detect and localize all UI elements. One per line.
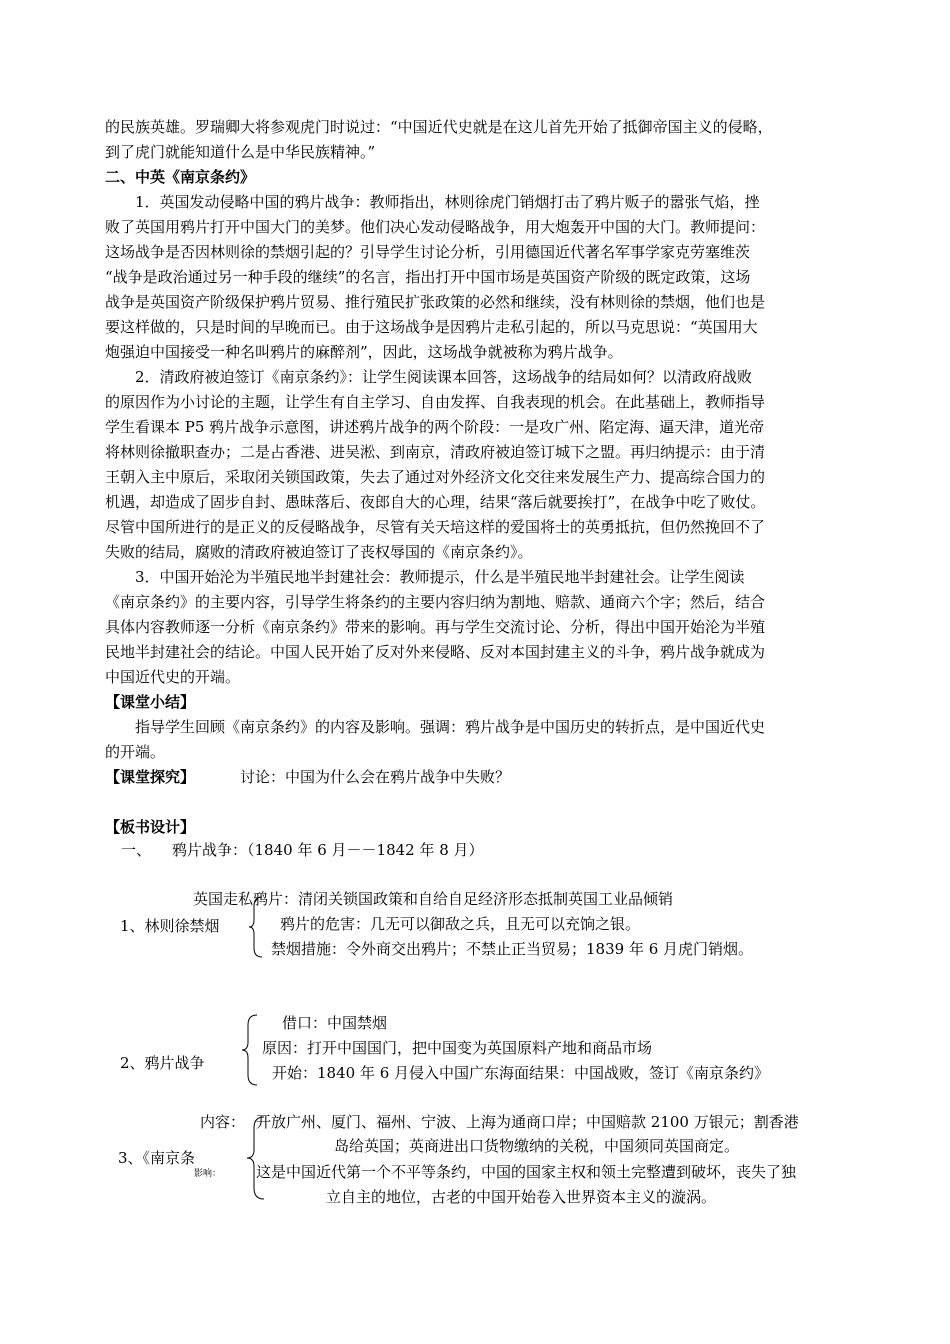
section-heading: 二、中英《南京条约》 <box>105 168 256 186</box>
board-part1-item: 鸦片的危害：几无可以御敌之兵，且无可以充饷之银。 <box>280 915 641 933</box>
board-part3-content-label: 内容： <box>200 1113 246 1131</box>
summary-line: 的开端。 <box>105 743 166 761</box>
board-part3-label: 3、《南京条 <box>118 1149 196 1167</box>
paragraph-1-line: 战争是英国资产阶级保护鸦片贸易、推行殖民扩张政策的必然和继续，没有林则徐的禁烟，他们也是 <box>105 293 766 311</box>
intro-line-2: 到了虎门就能知道什么是中华民族精神。” <box>105 143 376 161</box>
intro-line-1: 的民族英雄。罗瑞卿大将参观虎门时说过：“中国近代史就是在这儿首先开始了抵御帝国主义的侵略， <box>105 118 773 136</box>
explore-heading: 【课堂探究】 <box>105 768 196 786</box>
paragraph-1-line: 1．英国发动侵略中国的鸦片战争：教师指出，林则徐虎门销烟打击了鸦片贩子的嚣张气焰，挫 <box>135 193 760 211</box>
paragraph-1-line: 要这样做的，只是时间的早晚而已。由于这场战争是因鸦片走私引起的，所以马克思说：“英国用大 <box>105 318 758 336</box>
board-title: 鸦片战争：（1840 年 6 月－－1842 年 8 月） <box>172 841 484 859</box>
paragraph-2-line: 2．清政府被迫签订《南京条约》：让学生阅读课本回答，这场战争的结局如何？以清政府战败 <box>135 368 753 386</box>
board-part1-item: 英国走私鸦片：清闭关锁国政策和自给自足经济形态抵制英国工业品倾销 <box>193 890 674 908</box>
paragraph-2-line: 失败的结局，腐败的清政府被迫签订了丧权辱国的《南京条约》。 <box>105 543 533 561</box>
board-part2-label: 2、鸦片战争 <box>120 1054 205 1072</box>
board-part2-item: 借口：中国禁烟 <box>282 1014 388 1032</box>
board-part1-label: 1、林则徐禁烟 <box>120 917 220 935</box>
paragraph-1-line: 败了英国用鸦片打开中国大门的美梦。他们决心发动侵略战争，用大炮轰开中国的大门。教师提问： <box>105 218 766 236</box>
paragraph-2-line: 王朝入主中原后，采取闭关锁国政策，失去了通过对外经济文化交往来发展生产力、提高综合国力的 <box>105 468 766 486</box>
paragraph-3-line: 中国近代史的开端。 <box>105 668 241 686</box>
board-part3-content-line: 岛给英国；英商进出口货物缴纳的关税，中国须同英国商定。 <box>334 1137 740 1155</box>
board-part3-impact-label: 影响： <box>194 1169 222 1179</box>
paragraph-3-line: 3．中国开始沦为半殖民地半封建社会：教师提示，什么是半殖民地半封建社会。让学生阅读 <box>135 568 745 586</box>
paragraph-2-line: 将林则徐撤职查办；二是占香港、进吴淞、到南京，清政府被迫签订城下之盟。再归纳提示：由于清 <box>105 443 766 461</box>
summary-heading: 【课堂小结】 <box>105 693 196 711</box>
paragraph-3-line: 民地半封建社会的结论。中国人民开始了反对外来侵略、反对本国封建主义的斗争，鸦片战争就成为 <box>105 643 766 661</box>
explore-question: 讨论：中国为什么会在鸦片战争中失败？ <box>240 768 511 786</box>
summary-line: 指导学生回顾《南京条约》的内容及影响。强调：鸦片战争是中国历史的转折点，是中国近代史 <box>135 718 766 736</box>
board-part2-item: 原因：打开中国国门，把中国变为英国原料产地和商品市场 <box>262 1039 653 1057</box>
brace-icon <box>241 1014 259 1086</box>
board-title-number: 一、 <box>121 841 152 859</box>
paragraph-1-line: 这场战争是否因林则徐的禁烟引起的？引导学生讨论分析，引用德国近代著名军事学家克劳塞维茨 <box>105 243 751 261</box>
paragraph-2-line: 的原因作为小讨论的主题，让学生有自主学习、自由发挥、自我表现的机会。在此基础上，教师指导 <box>105 393 766 411</box>
board-part3-impact-line: 这是中国近代第一个不平等条约，中国的国家主权和领土完整遭到破坏，丧失了独 <box>256 1163 797 1181</box>
board-part2-item: 开始：1840 年 6 月侵入中国广东海面结果：中国战败，签订《南京条约》 <box>272 1064 770 1082</box>
board-part3-content-line: 开放广州、厦门、福州、宁波、上海为通商口岸；中国赔款 2100 万银元；割香港 <box>256 1113 799 1131</box>
paragraph-1-line: 炮强迫中国接受一种名叫鸦片的麻醉剂”，因此，这场战争就被称为鸦片战争。 <box>105 343 623 361</box>
board-part1-item: 禁烟措施：令外商交出鸦片；不禁止正当贸易；1839 年 6 月虎门销烟。 <box>271 940 754 958</box>
paragraph-1-line: “战争是政治通过另一种手段的继续”的名言，指出打开中国市场是英国资产阶级的既定政策，这场 <box>105 268 751 286</box>
board-part3-impact-line: 立自主的地位，古老的中国开始卷入世界资本主义的漩涡。 <box>326 1188 717 1206</box>
paragraph-2-line: 尽管中国所进行的是正义的反侵略战争，尽管有关天培这样的爱国将士的英勇抵抗，但仍然挽回不了 <box>105 518 766 536</box>
paragraph-2-line: 学生看课本 P5 鸦片战争示意图，讲述鸦片战争的两个阶段：一是攻广州、陷定海、逼天津，道光帝 <box>105 418 765 436</box>
paragraph-2-line: 机遇，却造成了固步自封、愚昧落后、夜郎自大的心理，结果“落后就要挨打”，在战争中吃了败仗。 <box>105 493 766 511</box>
board-heading: 【板书设计】 <box>105 818 196 836</box>
paragraph-3-line: 《南京条约》的主要内容，引导学生将条约的主要内容归纳为割地、赔款、通商六个字；然后，结合 <box>105 593 766 611</box>
paragraph-3-line: 具体内容教师逐一分析《南京条约》带来的影响。再与学生交流讨论、分析，得出中国开始沦为半殖 <box>105 618 766 636</box>
